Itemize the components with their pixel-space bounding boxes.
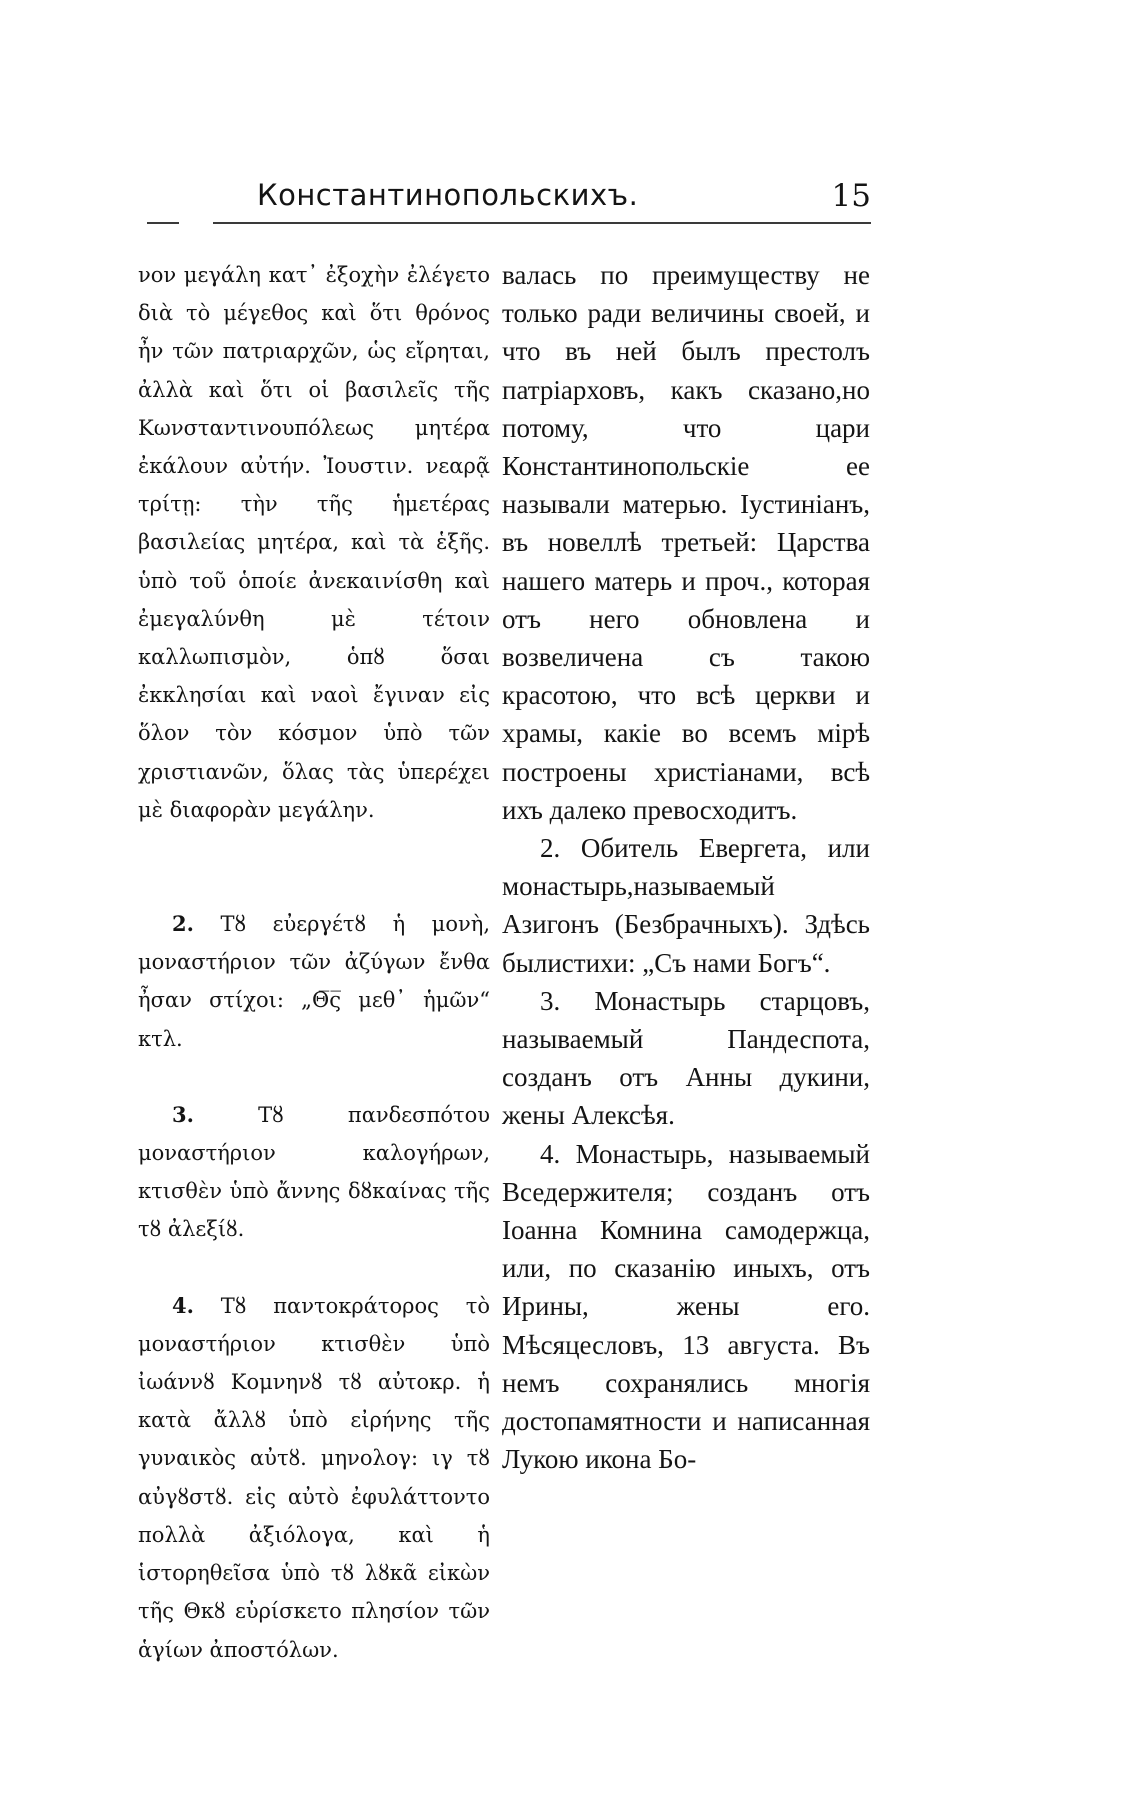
header-rule [137, 222, 871, 224]
russian-paragraph-intro: валась по преимуществу не только ради величины своей, и что въ ней былъ престолъ патріарховъ, какъ сказано,но потому, что цари Константинопольскіе ее называли матерью. Іустиніанъ, въ новеллѣ третьей: Царства нашего матерь и проч., которая отъ него обновлена и возвеличена съ такою красотою, что всѣ церкви и храмы, какіе во всемъ мірѣ построены христіанами, всѣ ихъ далеко превосходитъ. [502, 260, 870, 825]
greek-item-4-text: Τȣ παντοκράτορος τὸ μοναστήριον κτισθὲν ὑπὸ ἰωάννȣ Κομνηνȣ τȣ αὐτοκρ. ἡ κατὰ ἄλλȣ ὑπὸ εἰρήνης τῆς γυναικὸς αὐτȣ. μηνολογ: ιγ τȣ αὐγȣστȣ. εἰς αὐτὸ ἐφυλάττοντο πολλὰ ἀξιόλογα, καὶ ἡ ἱστορηθεῖσα ὑπὸ τȣ λȣκᾶ εἰκὼν τῆς Θκȣ εὑρίσκετο πλησίον τῶν ἁγίων ἀποστόλων. [138, 1293, 490, 1662]
greek-paragraph-2 [138, 905, 490, 1058]
russian-paragraph-3: 3. Монастырь старцовъ, называемый Пандеспота, созданъ отъ Анны дукини, жены Алексѣя. [502, 985, 870, 1131]
greek-item-4-number: 4. [172, 1292, 194, 1318]
page-header [137, 178, 871, 228]
running-title: Константинопольскихъ. [257, 178, 639, 212]
greek-paragraph-intro: νον μεγάλη κατ᾽ ἐξοχὴν ἐλέγετο διὰ τὸ μέγεθος καὶ ὅτι θρόνος ἦν τῶν πατριαρχῶν, ὡς εἴρηται, ἀλλὰ καὶ ὅτι οἱ βασιλεῖς τῆς Κωνσταντινουπόλεως μητέρα ἐκάλουν αὐτήν. Ἰουστιν. νεαρᾷ τρίτῃ: τὴν τῆς ἡμετέρας βασιλείας μητέρα, καὶ τὰ ἑξῆς. ὑπὸ τοῦ ὁποίε ἀνεκαινίσθη καὶ ἐμεγαλύνθη μὲ τέτοιν καλλωπισμὸν, ὁπȣ ὅσαι ἐκκλησίαι καὶ ναοὶ ἔγιναν εἰς ὅλον τὸν κόσμον ὑπὸ τῶν χριστιανῶν, ὅλας τὰς ὑπερέχει μὲ διαφορὰν μεγάλην. [138, 263, 490, 822]
greek-item-2-number: 2. [172, 911, 194, 937]
greek-item-2-text: Τȣ εὐεργέτȣ ἡ μονὴ, μοναστήριον τῶν ἀζύγων ἔνθα ἦσαν στίχοι: „Θ̅ς̅ μεθ᾽ ἡμῶν“ κτλ. [138, 912, 490, 1051]
russian-paragraph-2: 2. Обитель Евергета, или монастырь,называемый Азигонъ (Безбрачныхъ). Здѣсь былистихи: „Съ нами Богъ“. [502, 833, 870, 978]
greek-paragraph-3 [138, 1096, 490, 1249]
russian-column [502, 256, 870, 1479]
greek-paragraph-4 [138, 1287, 490, 1669]
greek-item-3-text: Τȣ πανδεσπότου μοναστήριον καλογήρων, κτισθὲν ὑπὸ ἄννης δȣκαίνας τῆς τȣ ἀλεξίȣ. [138, 1102, 490, 1242]
page-number: 15 [831, 178, 871, 214]
greek-column [138, 256, 490, 1669]
russian-paragraph-4: 4. Монастырь, называемый Вседержителя; созданъ отъ Іоанна Комнина самодержца, или, по сказанію иныхъ, отъ Ирины, жены его. Мѣсяцесловъ, 13 августа. Въ немъ сохранялись многія достопамятности и написанная Лукою икона Бо- [502, 1138, 870, 1475]
greek-item-3-number: 3. [172, 1101, 194, 1127]
